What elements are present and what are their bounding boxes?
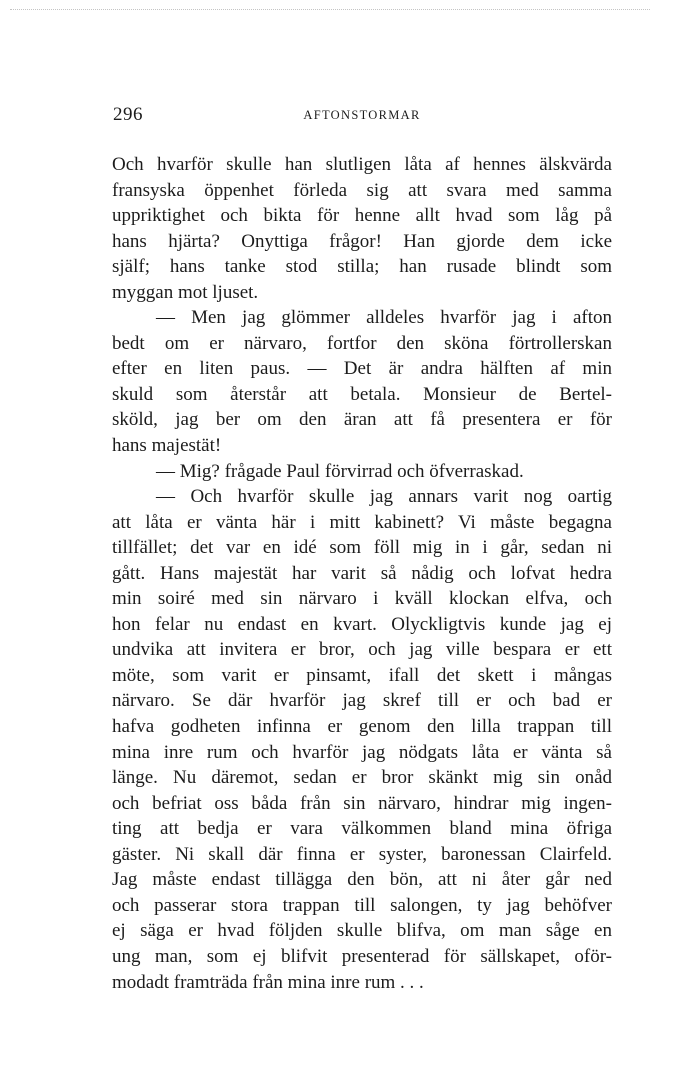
text-line: modadt framträda från mina inre rum . . .: [112, 971, 424, 993]
paragraph-3: [112, 459, 612, 485]
paragraph-1: [112, 152, 612, 305]
paragraph-4: [112, 484, 612, 995]
text-line: hafva godheten infinna er genom den lilla trappan till: [112, 716, 612, 738]
text-line: gäster. Ni skall där finna er syster, baronessan Clairfeld.: [112, 843, 612, 865]
page-number: 296: [113, 104, 143, 125]
text-line: och passerar stora trappan till salongen, ty jag behöfver: [112, 894, 612, 916]
text-line: själf; hans tanke stod stilla; han rusade blindt som: [112, 256, 612, 278]
paragraph-2: [112, 305, 612, 458]
book-page: [112, 104, 612, 995]
text-line: ung man, som ej blifvit presenterad för sällskapet, oför-: [112, 945, 612, 967]
text-line: närvaro. Se där hvarför jag skref till er och bad er: [112, 690, 612, 712]
text-line: min soiré med sin närvaro i kväll klockan elfva, och: [112, 588, 612, 610]
text-line: ej säga er hvad följden skulle blifva, om man såge en: [112, 920, 612, 942]
text-line: skuld som återstår att betala. Monsieur de Bertel-: [112, 383, 612, 405]
text-line: undvika att invitera er bror, och jag ville bespara er ett: [112, 639, 612, 661]
text-line: fransyska öppenhet förleda sig att svara med samma: [112, 179, 612, 201]
text-line: — Och hvarför skulle jag annars varit nog oartig: [156, 486, 612, 508]
text-line: bedt om er närvaro, fortfor den sköna förtrollerskan: [112, 332, 612, 354]
text-line: att låta er vänta här i mitt kabinett? Vi måste begagna: [112, 511, 612, 533]
text-line: tillfället; det var en idé som föll mig in i går, sedan ni: [112, 537, 612, 559]
text-line: ting att bedja er vara välkommen bland mina öfriga: [112, 818, 612, 840]
scan-edge: [10, 9, 650, 10]
text-line: hans hjärta? Onyttiga frågor! Han gjorde dem icke: [112, 230, 612, 252]
text-line: sköld, jag ber om den äran att få presentera er för: [112, 409, 612, 431]
body-text: [112, 152, 612, 995]
text-line: efter en liten paus. — Det är andra hälften af min: [112, 358, 612, 380]
text-line: mina inre rum och hvarför jag nödgats låta er vänta så: [112, 741, 612, 763]
text-line: hans majestät!: [112, 435, 222, 457]
text-line: länge. Nu däremot, sedan er bror skänkt mig sin onåd: [112, 767, 612, 789]
text-line: hon felar nu endast en kvart. Olyckligtvis kunde jag ej: [112, 613, 612, 635]
text-line: uppriktighet och bikta för henne allt hvad som låg på: [112, 205, 612, 227]
text-line: och befriat oss båda från sin närvaro, hindrar mig ingen-: [112, 792, 612, 814]
text-line: — Men jag glömmer alldeles hvarför jag i afton: [156, 307, 612, 329]
text-line: gått. Hans majestät har varit så nådig och lofvat hedra: [112, 562, 612, 584]
page-header: [112, 104, 612, 134]
running-title: AFTONSTORMAR: [303, 108, 421, 122]
text-line: Och hvarför skulle han slutligen låta af hennes älskvärda: [112, 154, 612, 175]
text-line: möte, som varit er pinsamt, ifall det skett i mångas: [112, 664, 612, 686]
text-line: myggan mot ljuset.: [112, 281, 259, 303]
text-line: Jag måste endast tillägga den bön, att ni åter går ned: [112, 869, 612, 891]
text-line: — Mig? frågade Paul förvirrad och öfverraskad.: [156, 460, 524, 482]
